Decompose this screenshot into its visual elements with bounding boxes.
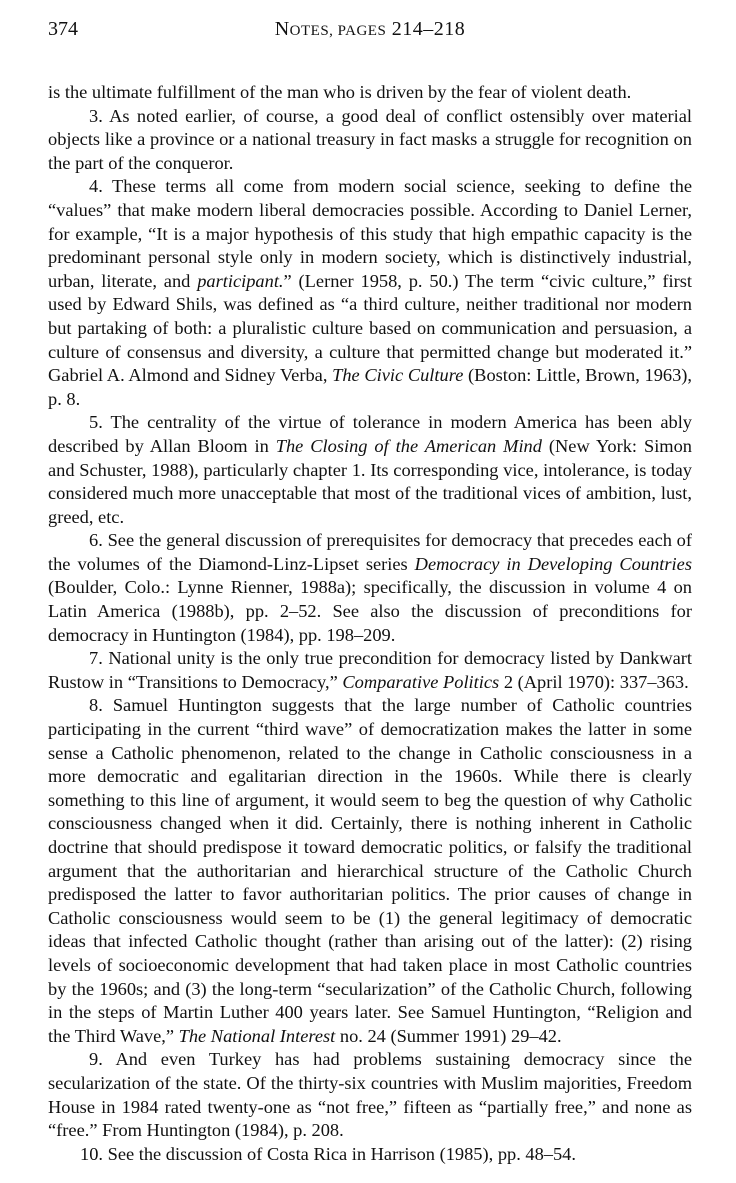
note-8 [48,694,692,1048]
note-2-text: is the ultimate fulfillment of the man who is driven by the fear of violent death. [48,82,632,102]
note-6 [48,529,692,647]
note-10-text: See the discussion of Costa Rica in Harrison (1985), pp. 48–54. [107,1143,576,1164]
note-4-book-title: The Civic Culture [332,365,464,386]
note-2-continuation [48,81,692,105]
note-number: 4. [89,176,112,197]
note-8-text-a: Samuel Huntington suggests that the large number of Catholic countries participating in the current “third wave” of democratization makes the latter in some sense a Catholic phenomenon, related to the change in Catholic consciousness in a more democratic and egalitarian direction in the 1960s. While there is clearly something to this line of argument, it would seem to beg the question of why Catholic consciousness changed when it did. Certainly, there is nothing inherent in Catholic doctrine that should predispose it toward democratic politics, or falsify the traditional argument that the authoritarian and hierarchical structure of the Catholic Church predisposed the latter to favor authoritarian politics. The prior causes of change in Catholic consciousness would seem to be (1) the general legitimacy of democratic ideas that infected Catholic thought (rather than arising out of the latter): (2) rising levels of socioeconomic development that had taken place in most Catholic countries by the 1960s; and (3) the long-term “secularization” of the Catholic Church, following in the steps of Martin Luther 400 years later. See Samuel Huntington, “Religion and the Third Wave,” [48,695,693,1046]
note-7-journal-title: Comparative Politics [342,671,500,692]
note-3 [48,105,692,176]
note-number: 10. [80,1143,108,1164]
note-number: 7. [89,648,109,669]
note-number: 9. [89,1049,116,1070]
running-head-notes: OTES, [289,23,338,39]
note-4 [48,175,692,411]
note-7-text-a: National unity is the only true precondition for democracy listed by Dankwart Rustow in “Transitions to Democracy,” [48,648,693,692]
running-head-page-range: 214–218 [386,18,466,40]
note-number: 5. [89,412,111,433]
note-9 [48,1048,692,1142]
running-head [48,14,692,44]
note-4-text-a: These terms all come from modern social science, seeking to define the “values” that make modern liberal democracies possible. According to Daniel Lerner, for example, “It is a major hypothesis of this study that high empathic capacity is the predominant personal style only in modern society, which is distinctively industrial, urban, literate, and [48,176,693,291]
note-5-text-b: (New York: Simon and Schuster, 1988), particularly chapter 1. Its corresponding vice, intolerance, is today considered much more unacceptable that most of the traditional vices of ambition, lust, greed, etc. [48,435,693,527]
note-number: 8. [89,695,113,716]
running-head-pages: PAGES [337,23,387,39]
note-5-text-a: The centrality of the virtue of tolerance in modern America has been ably described by Allan Bloom in [48,412,692,456]
note-8-text-b: no. 24 (Summer 1991) 29–42. [335,1025,562,1046]
note-5-book-title: The Closing of the American Mind [275,435,542,456]
running-head-title [48,14,692,46]
note-5 [48,411,692,529]
note-7 [48,647,692,694]
note-4-text-c: (Boston: Little, Brown, 1963), p. 8. [48,365,693,409]
note-7-text-b: 2 (April 1970): 337–363. [499,671,689,692]
note-8-journal-title: The National Interest [178,1025,336,1046]
note-number: 6. [89,530,108,551]
note-4-italic-participant: participant. [197,270,284,291]
note-10 [48,1143,692,1167]
note-4-text-b: ” (Lerner 1958, p. 50.) The term “civic culture,” first used by Edward Shils, was defined as “a third culture, neither traditional nor modern but partaking of both: a pluralistic culture based on communication and persuasion, a culture of consensus and diversity, a culture that permitted change but moderated it.” Gabriel A. Almond and Sidney Verba, [48,270,692,386]
note-9-text: And even Turkey has had problems sustaining democracy since the secularization of the state. Of the thirty-six countries with Muslim majorities, Freedom House in 1984 rated twenty-one as “not free,” fifteen as “partially free,” and none as “free.” From Huntington (1984), p. 208. [48,1049,692,1141]
note-number: 3. [89,105,110,126]
note-3-text: As noted earlier, of course, a good deal of conflict ostensibly over material objects like a province or a national treasury in fact masks a struggle for recognition on the part of the conqueror. [48,105,692,173]
notes-body [48,81,692,1166]
note-6-series-title: Democracy in Developing Countries [414,553,692,574]
running-head-initial-n: N [274,18,290,40]
page-number: 374 [48,18,78,40]
note-6-text-b: (Boulder, Colo.: Lynne Rienner, 1988a); specifically, the discussion in volume 4 on Latin America (1988b), pp. 2–52. See also the discussion of preconditions for democracy in Huntington (1984), pp. 198–209. [48,577,692,645]
note-6-text-a: See the general discussion of prerequisites for democracy that precedes each of the volumes of the Diamond-Linz-Lipset series [48,530,693,574]
